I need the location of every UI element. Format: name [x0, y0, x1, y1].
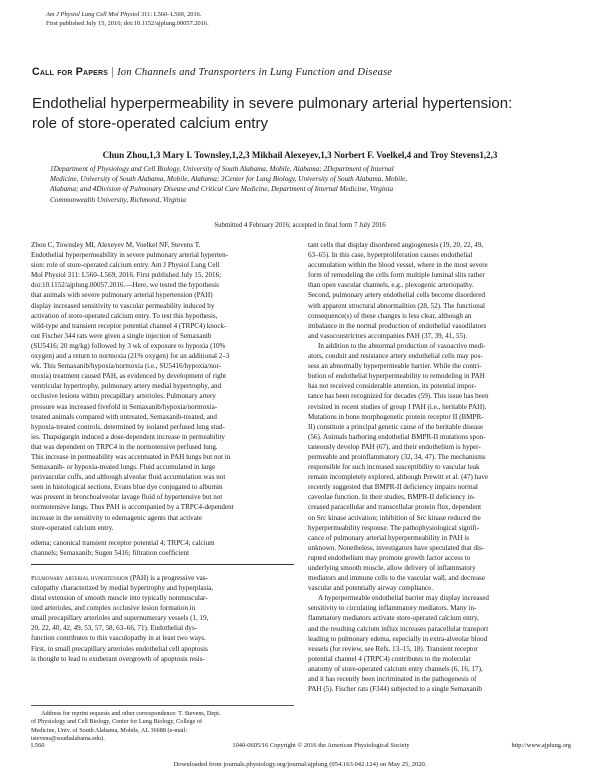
- keywords-line: channels; Semaxanib; Sugen 5416; filtration coefficient: [31, 548, 190, 557]
- affiliation-line: Medicine, University of South Alabama, Mobile, Alabama; 3Center for Lung Biology, University of South Alabama, Mobile,: [50, 175, 408, 184]
- abstract-line: occlusive lesions within precapillary arterioles. Pulmonary artery: [31, 392, 216, 401]
- body-line: sess an abnormally hyperpermeable barrier. While the contri-: [308, 362, 482, 371]
- affiliation-line: Alabama; and 4Division of Pulmonary Disease and Critical Care Medicine, Department of Internal Medicine, Virginia: [50, 185, 394, 194]
- body-line: imbalance in the normal production of endothelial vasodilators: [308, 321, 487, 330]
- title-line: role of store-operated calcium entry: [32, 115, 268, 132]
- body-line: permeable and proinflammatory (32, 34, 47). The mechanisms: [308, 452, 486, 461]
- body-line: leading to pulmonary edema, especially in extra-alveolar blood: [308, 634, 488, 643]
- abstract-line: seen in histological sections, Evans blue dye conjugated to albumin: [31, 483, 223, 492]
- body-line: potential channel 4 (TRPC4) contributes to the molecular: [308, 654, 471, 663]
- right-column: [308, 240, 571, 694]
- submission-dates: Submitted 4 February 2016; accepted in final form 7 July 2016: [214, 222, 386, 229]
- intro-line: 20, 22, 40, 42, 49, 53, 57, 58, 63–66, 71). Endothelial dys-: [31, 624, 198, 633]
- body-line: anatomy of store-operated calcium entry channels (6, 16, 17),: [308, 664, 483, 673]
- copyright-line: 1040-0605/16 Copyright © 2016 the American Physiological Society: [232, 742, 410, 749]
- citation-volume: 311: L560–L569, 2016.: [139, 11, 202, 18]
- body-line: A hyperpermeable endothelial barrier may display increased: [318, 594, 489, 603]
- abstract-line: Semaxanib- or hypoxia-treated lungs. Fluid accumulated in large: [31, 463, 216, 472]
- abstract-line: wk. This Semaxanib/hypoxia/normoxia (i.e., SU5416/hypoxia/nor-: [31, 362, 222, 371]
- abstract-line: was present in bronchoalveolar lavage fluid of hypertensive but not: [31, 493, 223, 502]
- body-line: accumulation within the blood vessel, where in the most severe: [308, 261, 488, 270]
- abstract-line: Zhou C, Townsley MI, Alexeyev M, Voelkel NF, Stevens T.: [31, 241, 201, 249]
- abstract-line: treated animals compared with untreated, Semaxanib-treated, and: [31, 412, 217, 421]
- body-line: responsible for such increased susceptibility to vascular leak: [308, 463, 480, 472]
- body-line: flammatory mediators activate store-operated calcium entry,: [308, 614, 479, 623]
- author-list: Chun Zhou,1,3 Mary I. Townsley,1,2,3 Mikhail Alexeyev,1,3 Norbert F. Voelkel,4 and Troy Stevens1,2,3: [102, 150, 498, 160]
- body-line: Mutations in bone morphogenetic protein receptor II (BMPR-: [308, 412, 484, 421]
- footnote-line: Address for reprint requests and other correspondence: T. Stevens, Dept.: [41, 710, 221, 717]
- abstract-line: wild-type and transient receptor potential channel 4 (TRPC4) knock-: [31, 321, 227, 330]
- intro-line: First, in small precapillary arterioles endothelial cell apoptosis: [31, 644, 208, 653]
- abstract-line: Endothelial hyperpermeability in severe pulmonary arterial hyperten-: [31, 251, 228, 260]
- footnote-line: tstevens@southalabama.edu).: [31, 734, 105, 742]
- journal-url-link[interactable]: http://www.ajplung.org: [511, 742, 571, 749]
- body-line: unknown. Nonetheless, investigators have speculated that dis-: [308, 543, 485, 552]
- affiliations: [50, 164, 560, 205]
- body-line: remain incompletely explored, although Prewitt et al. (47) have: [308, 473, 489, 482]
- keywords-line: edema; canonical transient receptor potential 4; TRPC4; calcium: [31, 538, 215, 547]
- body-line: underlying smooth muscle, allow delivery of inflammatory: [308, 564, 476, 572]
- intro-lead: Pulmonary arterial hypertension: [31, 574, 129, 582]
- body-line: revisited in recent studies of group I PAH (i.e., heritable PAH).: [308, 402, 487, 411]
- keywords: [31, 538, 294, 558]
- abstract-line: This increase in permeability was accentuated in PAH lungs but not in: [31, 452, 231, 461]
- abstract-line: oxygen) and a return to normoxia (21% oxygen) for an additional 2–3: [31, 352, 230, 361]
- body-line: cance of pulmonary arterial hyperpermeability in PAH is: [308, 533, 470, 542]
- abstract-line: store-operated calcium entry.: [31, 523, 114, 532]
- body-line: tant cells that display disordered angiogenesis (19, 20, 22, 49,: [308, 241, 484, 249]
- abstract: [31, 240, 294, 533]
- article-title: [32, 94, 572, 134]
- body-line: recently suggested that BMPR-II deficiency impairs normal: [308, 483, 478, 492]
- body-line: caveolae function. In their studies, BMPR-II deficiency in-: [308, 493, 476, 502]
- body-line: form of remodeling the cells form multiple luminal slits rather: [308, 271, 485, 280]
- intro-line-rest: (PAH) is a progressive vas-: [128, 573, 208, 582]
- abstract-line: ies. Thapsigargin induced a dose-dependent increase in permeability: [31, 432, 225, 441]
- footnote-line: Medicine, Univ. of South Alabama, Mobile, AL 36688 (e-mail:: [31, 726, 188, 734]
- abstract-line: activation of store-operated calcium entry. To test this hypothesis,: [31, 311, 218, 320]
- abstract-line: increase in the sensitivity to edemagenic agents that activate: [31, 513, 202, 522]
- intro-line: culopathy characterized by medial hypertrophy and hyperplasia,: [31, 584, 214, 592]
- body-line: mediators and immune cells to the vascular wall, and decrease: [308, 574, 485, 583]
- journal-citation: [46, 10, 209, 28]
- download-notice: Downloaded from journals.physiology.org/journal/ajplung (054.163.042.124) on May 25, 2020.: [173, 761, 427, 768]
- abstract-line: Mol Physiol 311: L560–L569, 2016. First published July 15, 2016;: [31, 271, 222, 280]
- introduction-start: [31, 573, 294, 664]
- body-line: has not received considerable attention, its potential impor-: [308, 382, 477, 391]
- page-number: L560: [31, 742, 45, 749]
- abstract-line: out Fischer 344 rats were given a single injection of Semaxanib: [31, 331, 212, 340]
- intro-line: function contributes to this vasculopathy in at least two ways.: [31, 634, 206, 643]
- body-line: and the resulting calcium influx increases paracellular transport: [308, 624, 489, 633]
- body-line: than open vascular channels, e.g., plexogenic arteriopathy.: [308, 281, 474, 290]
- intro-line: [31, 573, 294, 583]
- affiliation-line: Commonwealth University, Richmond, Virginia: [50, 195, 186, 204]
- body-line: and it has recently been incriminated in the pathogenesis of: [308, 675, 477, 684]
- correspondence-footnote: [31, 705, 294, 743]
- body-line: with apparent structural abnormalities (28, 52). The functional: [308, 301, 485, 310]
- body-line: and vasoconstrictors accompanies PAH (37, 39, 41, 55).: [308, 331, 468, 340]
- abstract-line: display increased sensitivity to vascular permeability induced by: [31, 301, 215, 310]
- journal-name: Am J Physiol Lung Cell Mol Physiol: [46, 11, 140, 18]
- abstract-line: pressure was increased fivefold in Semaxanib/hypoxia/normoxia-: [31, 402, 218, 411]
- body-line: taneously develop PAH (67), and their endothelium is hyper-: [308, 442, 481, 451]
- abstract-line: doi:10.1152/ajplung.00057.2016.—Here, we tested the hypothesis: [31, 281, 219, 290]
- body-line: In addition to the abnormal production of vasoactive medi-: [318, 341, 486, 350]
- body-line: vessels (for review, see Refs. 13–15, 18). Transient receptor: [308, 644, 478, 653]
- body-line: consequence(s) of these changes is less clear, although an: [308, 311, 472, 320]
- intro-line: is thought to lead to exuberant overgrowth of apoptosis resis-: [31, 654, 205, 663]
- body-line: PAH (5). Fischer rats (F344) subjected to a single Semaxanib: [308, 685, 482, 694]
- body-line: on Src kinase activation; inhibition of Src kinase reduced the: [308, 513, 481, 522]
- intro-line: ized arterioles, and complex occlusive lesion formation in: [31, 604, 196, 613]
- abstract-line: hypoxia-treated controls, determined by isolated perfused lung stud-: [31, 422, 225, 431]
- body-line: rupted endothelium may promote growth factor access to: [308, 553, 471, 562]
- page-footer: [31, 742, 571, 752]
- abstract-line: ventricular hypertrophy, pulmonary artery medial hypertrophy, and: [31, 382, 222, 391]
- affiliation-line: 1Department of Physiology and Cell Biology, University of South Alabama, Mobile, Alabama; 2Department of Internal: [50, 165, 394, 173]
- body-line: (56). Animals harboring endothelial BMPR-II mutations spon-: [308, 432, 486, 441]
- footnote-line: of Physiology and Cell Biology, Center for Lung Biology, College of: [31, 718, 203, 726]
- call-for-papers-label: Call for Papers: [32, 66, 109, 78]
- section-divider: [31, 564, 294, 565]
- abstract-line: perivascular cuffs, and although alveolar fluid accumulation was not: [31, 473, 226, 482]
- body-line: ators, conduit and resistance artery endothelial cells may pos-: [308, 352, 483, 361]
- body-line: tance has been recognized for decades (59). This issue has been: [308, 392, 489, 401]
- body-line: sensitivity to circulating inflammatory mediators. Many in-: [308, 604, 477, 613]
- body-line: creased paracellular and transcellular protein flux, dependent: [308, 503, 482, 512]
- body-line: vascular and potentially airway compliance.: [308, 584, 434, 593]
- title-line: Endothelial hyperpermeability in severe pulmonary arterial hypertension:: [32, 95, 513, 112]
- body-line: 63–65). In this case, hyperproliferation causes endothelial: [308, 251, 473, 260]
- abstract-line: moxia) treatment caused PAH, as evidenced by development of right: [31, 372, 227, 381]
- call-for-papers-topic: Ion Channels and Transporters in Lung Function and Disease: [117, 67, 393, 78]
- abstract-line: normotensive lungs. Thus PAH is accompanied by a TRPC4-dependent: [31, 503, 234, 512]
- left-column: [31, 240, 294, 664]
- body-line: Second, pulmonary artery endothelial cells become disordered: [308, 291, 486, 300]
- abstract-line: (SU5416; 20 mg/kg) followed by 3 wk of exposure to hypoxia (10%: [31, 341, 226, 350]
- call-for-papers-separator: |: [111, 66, 115, 78]
- abstract-line: sion: role of store-operated calcium entry. Am J Physiol Lung Cell: [31, 261, 220, 270]
- abstract-line: that was dependent on TRPC4 in the normotensive perfused lung.: [31, 442, 218, 451]
- intro-line: small precapillary arterioles and supernumerary vessels (1, 19,: [31, 614, 209, 623]
- call-for-papers-banner: [32, 66, 392, 78]
- body-line: II) constitute a principal genetic cause of the heritable disease: [308, 422, 484, 431]
- intro-line: distal extension of smooth muscle into typically nonmuscular-: [31, 594, 208, 603]
- body-line: hyperpermeability response. The pathophysiological signifi-: [308, 523, 480, 532]
- body-line: bution of endothelial hyperpermeability to remodeling in PAH: [308, 372, 485, 381]
- abstract-line: that animals with severe pulmonary arterial hypertension (PAH): [31, 291, 213, 300]
- first-published-line: First published July 15, 2016; doi:10.1152/ajplung.00057.2016.: [46, 20, 209, 27]
